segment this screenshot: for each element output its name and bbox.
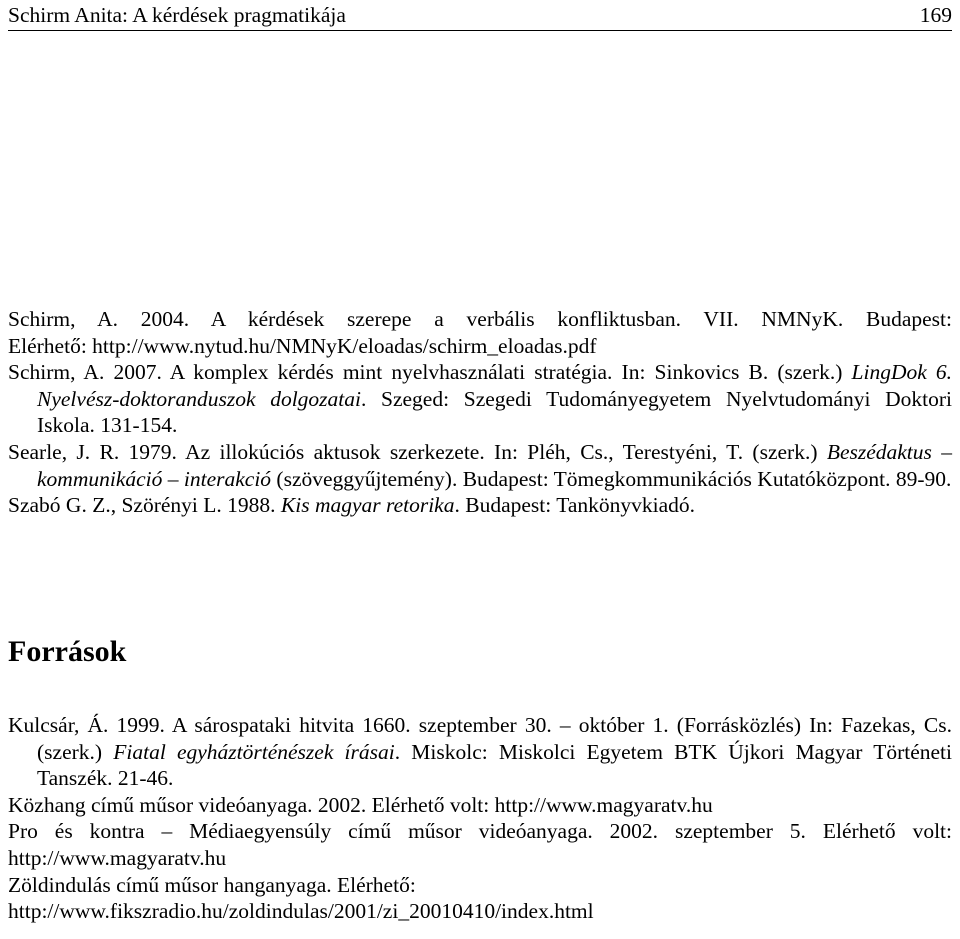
source-text: . Miskolc: Miskolci Egyetem BTK Újkori Magyar Történeti Tanszék. 21-46.: [37, 739, 953, 791]
source-entry: [8, 712, 952, 792]
reference-entry: [8, 439, 952, 492]
source-entry: [8, 818, 952, 871]
reference-title: Kis magyar retorika: [280, 493, 455, 518]
sources-list: [8, 712, 952, 925]
source-entry: [8, 872, 952, 925]
source-link: http://www.magyaratv.hu: [8, 845, 227, 870]
reference-entry: [8, 306, 952, 359]
page-number: 169: [919, 2, 952, 27]
document-page: [8, 0, 952, 939]
reference-text: Searle, J. R. 1979. Az illokúciós aktusok szerkezete. In: Pléh, Cs., Terestyéni, T. (szerk.): [8, 439, 827, 464]
bibliography-list: [8, 306, 952, 519]
source-title: Fiatal egyháztörténészek írásai: [113, 739, 395, 764]
header-title: Schirm Anita: A kérdések pragmatikája: [8, 2, 346, 27]
reference-title: Beszédaktus – kommunikáció – interakció: [37, 439, 952, 491]
source-line: Pro és kontra – Médiaegyensúly című műsor videóanyaga. 2002. szeptember 5. Elérhető volt:: [8, 819, 952, 844]
reference-title: LingDok 6. Nyelvész-doktoranduszok dolgozatai: [37, 360, 953, 411]
sources-heading: Források: [8, 635, 127, 668]
reference-text: Schirm, A. 2007. A komplex kérdés mint nyelvhasználati stratégia. In: Sinkovics B. (szerk.): [8, 360, 852, 385]
source-text: Kulcsár, Á. 1999. A sárospataki hitvita 1660. szeptember 30. – október 1. (Forrásközlés) In: Fazekas, Cs. (szerk.): [8, 713, 952, 764]
source-line: Zöldindulás című műsor hanganyaga. Elérhető:: [8, 872, 416, 897]
reference-text: . Budapest: Tankönyvkiadó.: [454, 493, 696, 518]
source-entry: [8, 792, 952, 819]
source-link: http://www.fikszradio.hu/zoldindulas/2001/zi_20010410/index.html: [8, 899, 594, 924]
source-text: Közhang című műsor videóanyaga. 2002. Elérhető volt: http://www.magyaratv.hu: [8, 792, 713, 817]
reference-line: Elérhető: http://www.nytud.hu/NMNyK/eloadas/schirm_eloadas.pdf: [8, 333, 597, 358]
reference-entry: [8, 492, 952, 519]
reference-text: . Szeged: Szegedi Tudományegyetem Nyelvtudományi Doktori Iskola. 131-154.: [37, 386, 952, 438]
running-header: [8, 0, 952, 31]
reference-text: Szabó G. Z., Szörényi L. 1988.: [8, 493, 281, 518]
reference-text: (szöveggyűjtemény). Budapest: Tömegkommunikációs Kutatóközpont. 89-90.: [271, 466, 952, 491]
reference-entry: [8, 359, 952, 439]
reference-line: Schirm, A. 2004. A kérdések szerepe a verbális konfliktusban. VII. NMNyK. Budapest:: [8, 307, 952, 331]
